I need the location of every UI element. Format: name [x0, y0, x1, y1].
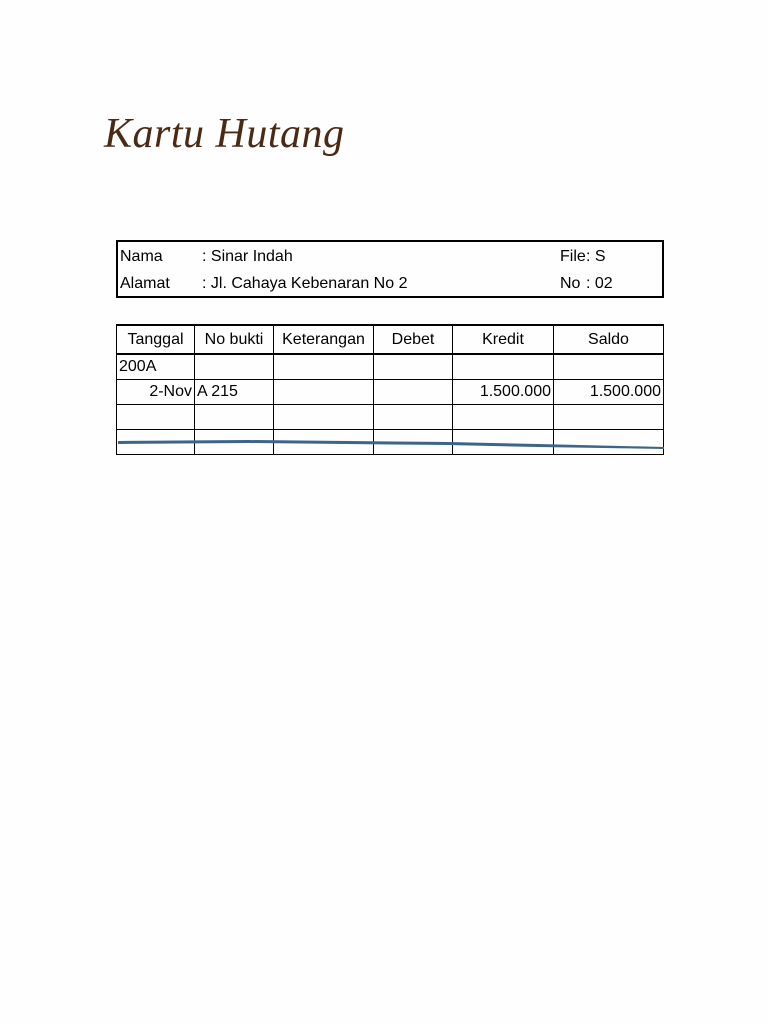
header-kredit: Kredit — [453, 325, 554, 354]
header-no-bukti: No bukti — [195, 325, 274, 354]
info-row-alamat — [120, 271, 662, 297]
cell-tanggal — [117, 430, 195, 455]
cell-no-bukti — [195, 430, 274, 455]
cell-tanggal: 2-Nov — [117, 380, 195, 405]
table-row — [117, 354, 664, 380]
info-row-nama — [120, 244, 662, 270]
cell-kredit: 1.500.000 — [453, 380, 554, 405]
cell-tanggal — [117, 405, 195, 430]
file-value: : S — [586, 248, 606, 265]
header-tanggal: Tanggal — [117, 325, 195, 354]
ledger-table — [116, 324, 664, 455]
account-info-box — [116, 240, 664, 298]
cell-keterangan — [274, 405, 374, 430]
cell-saldo — [554, 430, 664, 455]
cell-keterangan — [274, 354, 374, 380]
cell-kredit — [453, 405, 554, 430]
cell-saldo — [554, 354, 664, 380]
cell-tanggal: 200A — [117, 354, 195, 380]
cell-saldo — [554, 405, 664, 430]
ledger-header-row — [117, 325, 664, 354]
cell-keterangan — [274, 430, 374, 455]
cell-no-bukti — [195, 405, 274, 430]
table-row — [117, 380, 664, 405]
table-row — [117, 430, 664, 455]
no-value: : 02 — [586, 275, 613, 292]
cell-kredit — [453, 354, 554, 380]
nama-label: Nama — [120, 248, 163, 265]
header-saldo: Saldo — [554, 325, 664, 354]
cell-saldo: 1.500.000 — [554, 380, 664, 405]
cell-debet — [374, 430, 453, 455]
cell-debet — [374, 354, 453, 380]
nama-value: : Sinar Indah — [202, 248, 293, 265]
cell-keterangan — [274, 380, 374, 405]
alamat-label: Alamat — [120, 275, 170, 292]
header-debet: Debet — [374, 325, 453, 354]
cell-kredit — [453, 430, 554, 455]
cell-debet — [374, 380, 453, 405]
alamat-value: : Jl. Cahaya Kebenaran No 2 — [202, 275, 408, 292]
page-title: Kartu Hutang — [104, 111, 345, 157]
no-label: No — [560, 275, 581, 292]
header-keterangan: Keterangan — [274, 325, 374, 354]
cell-debet — [374, 405, 453, 430]
file-label: File — [560, 248, 586, 265]
cell-no-bukti: A 215 — [195, 380, 274, 405]
cell-no-bukti — [195, 354, 274, 380]
table-row — [117, 405, 664, 430]
